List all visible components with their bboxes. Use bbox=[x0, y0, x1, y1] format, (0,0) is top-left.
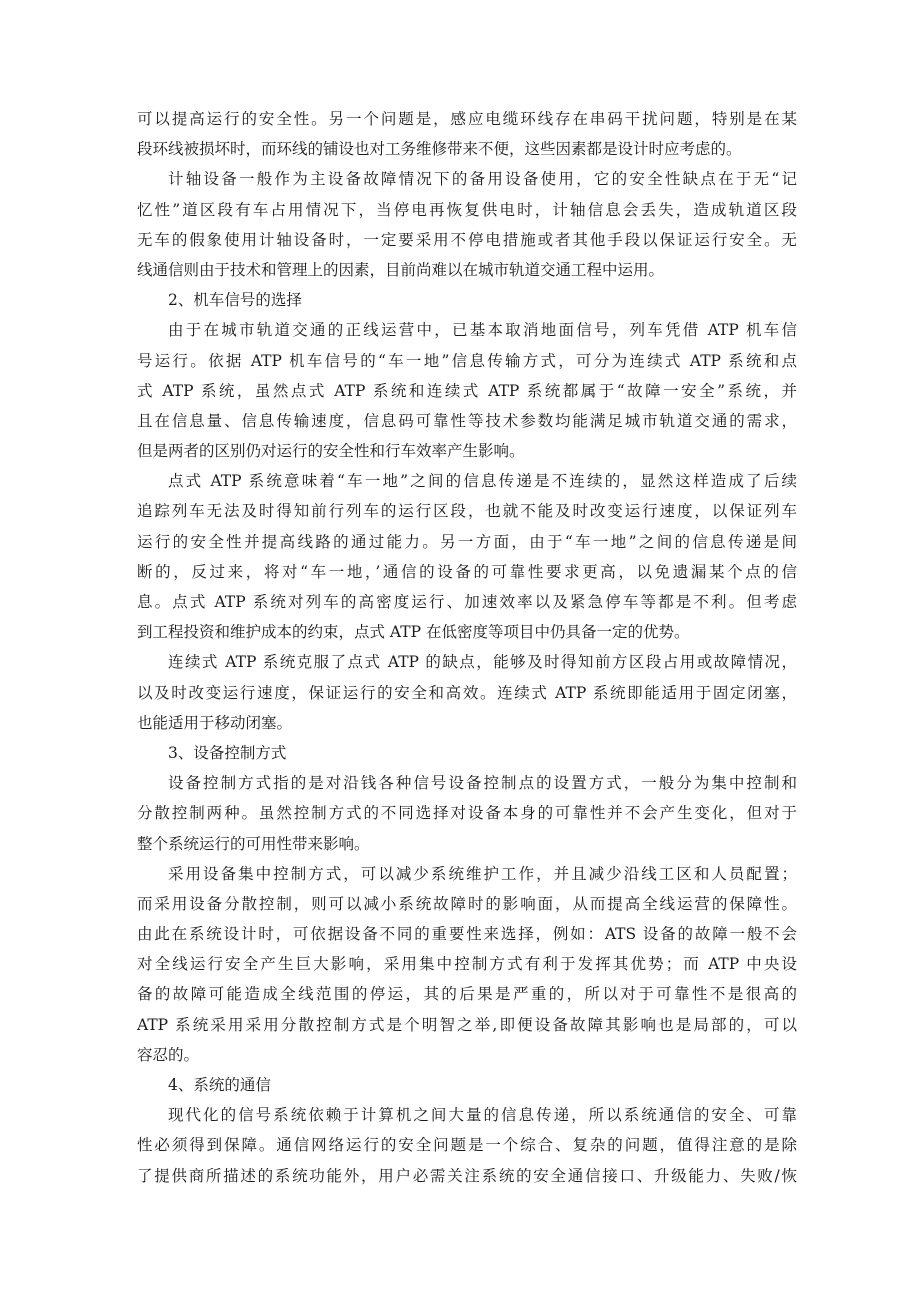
text-line: 备的故障可能造成全线范围的停运，其的后果是严重的，所以对于可靠性不是很高的 bbox=[137, 985, 797, 1004]
text-line: 且在信息量、信息传输速度，信息码可靠性等技术参数均能满足城市轨道交通的需求， bbox=[137, 411, 797, 430]
text-line: 由此在系统设计时，可依据设备不同的重要性来选择，例如：ATS 设备的故障一般不会 bbox=[137, 925, 797, 944]
text-line: 断的，反过来，将对“车一地，’通信的设备的可靠性要求更高，以免遗漏某个点的信 bbox=[137, 562, 797, 581]
text-line: 息。点式 ATP 系统对列车的高密度运行、加速效率以及紧急停车等都是不利。但考虑 bbox=[137, 593, 797, 611]
text-line: 忆性”道区段有车占用情况下，当停电再恢复供电时，计轴信息会丢失，造成轨道区段 bbox=[137, 200, 797, 219]
text-line: 追踪列车无法及时得知前行列车的运行区段，也就不能及时改变运行速度，以保证列车 bbox=[137, 502, 797, 521]
text-line: 以及时改变运行速度，保证运行的安全和高效。连续式 ATP 系统即能适用于固定闭塞， bbox=[137, 683, 797, 702]
section-heading: 4、系统的通信 bbox=[168, 1076, 271, 1094]
text-line: 而采用设备分散控制，则可以减小系统故障时的影响面，从而提高全线运营的保障性。 bbox=[137, 894, 797, 913]
text-line: 了提供商所描述的系统功能外，用户必需关注系统的安全通信接口、升级能力、失败/恢 bbox=[137, 1166, 797, 1185]
text-line: 计轴设备一般作为主设备故障情况下的备用设备使用，它的安全性缺点在于无“记 bbox=[168, 170, 797, 189]
text-line: 整个系统运行的可用性带来影响。 bbox=[137, 834, 370, 853]
text-line: 性必须得到保障。通信网络运行的安全问题是一个综合、复杂的问题，值得注意的是除 bbox=[137, 1136, 797, 1155]
text-line: 由于在城市轨道交通的正线运营中，已基本取消地面信号，列车凭借 ATP 机车信 bbox=[168, 321, 797, 340]
text-line: 设备控制方式指的是对沿钱各种信号设备控制点的设置方式，一般分为集中控制和 bbox=[168, 774, 797, 793]
text-line: 现代化的信号系统依赖于计算机之间大量的信息传递，所以系统通信的安全、可靠 bbox=[168, 1106, 797, 1125]
text-line: 线通信则由于技术和管理上的因素，目前尚难以在城市轨道交通工程中运用。 bbox=[137, 260, 665, 279]
text-line: 连续式 ATP 系统克服了点式 ATP 的缺点，能够及时得知前方区段占用或故障情况， bbox=[168, 653, 797, 672]
section-heading: 3、设备控制方式 bbox=[168, 743, 287, 762]
text-line: 但是两者的区别仍对运行的安全性和行车效率产生影响。 bbox=[137, 442, 525, 461]
text-line: 运行的安全性并提高线路的通过能力。另一方面，由于“车一地”之间的信息传递是间 bbox=[137, 532, 797, 551]
text-line: 对全线运行安全产生巨大影响，采用集中控制方式有利于发挥其优势；而 ATP 中央设 bbox=[137, 955, 797, 974]
text-line: 到工程投资和维护成本的约束，点式 ATP 在低密度等项目中仍具备一定的优势。 bbox=[137, 623, 690, 642]
text-line: ATP 系统采用采用分散控制方式是个明智之举,即便设备故障其影响也是局部的，可以 bbox=[137, 1015, 797, 1034]
text-line: 点式 ATP 系统意味着“车一地”之间的信息传递是不连续的，显然这样造成了后续 bbox=[168, 472, 797, 491]
text-line: 无车的假象使用计轴设备时，一定要采用不停电措施或者其他手段以保证运行安全。无 bbox=[137, 230, 797, 249]
text-line: 容忍的。 bbox=[137, 1045, 200, 1064]
text-line: 也能适用于移动闭塞。 bbox=[137, 713, 293, 732]
text-line: 可以提高运行的安全性。另一个问题是，感应电缆环线存在串码干扰问题，特别是在某 bbox=[137, 110, 797, 128]
text-line: 号运行。依据 ATP 机车信号的“车一地”信息传输方式，可分为连续式 ATP 系统和点 bbox=[137, 351, 797, 370]
document-page bbox=[137, 104, 797, 1191]
text-line: 式 ATP 系统，虽然点式 ATP 系统和连续式 ATP 系统都属于“故障一安全”系统，并 bbox=[137, 381, 797, 400]
text-line: 分散控制两种。虽然控制方式的不同选择对设备本身的可靠性并不会产生变化，但对于 bbox=[137, 804, 797, 823]
text-line: 采用设备集中控制方式，可以减少系统维护工作，并且减少沿线工区和人员配置； bbox=[168, 864, 797, 883]
text-line: 段环线被损坏时，而环线的铺设也对工务维修带来不便，这些因素都是设计时应考虑的。 bbox=[137, 140, 742, 159]
section-heading: 2、机车信号的选择 bbox=[168, 291, 302, 310]
